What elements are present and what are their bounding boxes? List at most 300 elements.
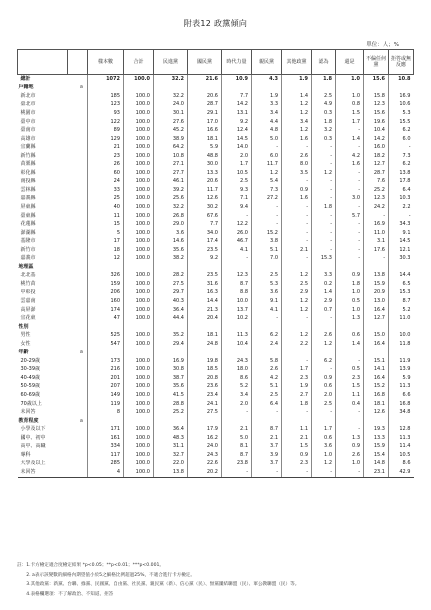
table-cell: 100.0 [124, 425, 154, 434]
table-cell: 22.0 [154, 460, 188, 469]
table-cell: 11.3 [389, 434, 414, 443]
table-cell: 3.6 [252, 289, 282, 298]
table-cell [336, 349, 364, 358]
table-cell: 1.2 [252, 169, 282, 178]
row-label: 新竹縣 [20, 152, 36, 159]
table-cell: 525 [88, 331, 124, 340]
table-cell: 5.0 [222, 434, 252, 443]
note-marker [68, 220, 88, 229]
table-cell: 3.3 [312, 272, 336, 281]
table-cell: 25.6 [154, 195, 188, 204]
table-cell: 2.0 [312, 391, 336, 400]
table-cell [252, 417, 282, 426]
table-cell: 100.0 [124, 152, 154, 161]
table-cell: - [282, 314, 312, 323]
table-cell: 2.2 [389, 203, 414, 212]
table-cell: 100.0 [124, 109, 154, 118]
note-marker [68, 126, 88, 135]
table-cell: 1.3 [336, 434, 364, 443]
table-cell: 20.6 [188, 92, 222, 101]
table-cell: 16.8 [389, 400, 414, 409]
table-cell [252, 323, 282, 332]
table-row [18, 212, 414, 221]
table-cell: - [282, 143, 312, 152]
table-cell: 1.2 [282, 109, 312, 118]
table-cell [336, 323, 364, 332]
table-cell: 41.5 [154, 391, 188, 400]
table-cell: 13.0 [364, 297, 389, 306]
row-label: 高雄市 [20, 135, 36, 142]
table-cell: 2.2 [282, 340, 312, 349]
column-header: 民進黨 [154, 50, 188, 75]
table-cell [336, 263, 364, 272]
table-cell: 8.7 [222, 280, 252, 289]
row-label: 國中、初中 [20, 434, 46, 441]
table-cell: 15.2 [252, 229, 282, 238]
table-cell: 100.0 [124, 357, 154, 366]
table-row [18, 169, 414, 178]
table-cell: 35.6 [154, 246, 188, 255]
table-cell: - [336, 425, 364, 434]
table-cell: 23.8 [222, 460, 252, 469]
table-cell: 12.8 [389, 425, 414, 434]
table-row [18, 408, 414, 417]
table-cell [312, 84, 336, 93]
table-cell: 4.9 [312, 101, 336, 110]
table-cell: 47 [88, 314, 124, 323]
table-cell: 1.8 [312, 203, 336, 212]
table-row [18, 451, 414, 460]
table-cell: 100.0 [124, 383, 154, 392]
table-cell: 100.0 [124, 272, 154, 281]
table-cell: 6.2 [312, 357, 336, 366]
table-row [18, 460, 414, 469]
table-cell: 24.0 [188, 443, 222, 452]
table-cell: 25.2 [154, 408, 188, 417]
row-label: 30-39歲 [20, 366, 41, 373]
table-cell: 7.3 [389, 152, 414, 161]
table-cell: 2.9 [282, 289, 312, 298]
table-cell: 201 [88, 374, 124, 383]
table-row [18, 246, 414, 255]
row-label: 新北市 [20, 92, 36, 99]
table-cell [389, 323, 414, 332]
row-label: 中彰投 [20, 289, 36, 296]
table-cell: 4.4 [252, 118, 282, 127]
table-row [18, 280, 414, 289]
note-marker [68, 323, 88, 332]
table-cell: 5.3 [252, 280, 282, 289]
table-cell: 16.9 [364, 220, 389, 229]
table-cell: - [364, 212, 389, 221]
table-cell: 15.9 [364, 280, 389, 289]
table-cell: 15.6 [364, 75, 389, 84]
table-cell: 17 [88, 237, 124, 246]
table-cell: - [364, 254, 389, 263]
table-cell: 12.2 [222, 220, 252, 229]
table-cell: 16.4 [364, 374, 389, 383]
table-cell: 5.7 [336, 212, 364, 221]
table-cell: 13.8 [364, 272, 389, 281]
table-cell: 10.6 [389, 101, 414, 110]
table-cell: 2.3 [282, 374, 312, 383]
note-marker [68, 169, 88, 178]
table-cell: 8 [88, 408, 124, 417]
table-cell: - [252, 143, 282, 152]
table-cell: 100.0 [124, 443, 154, 452]
table-cell: 0.5 [336, 366, 364, 375]
table-cell: 11.7 [188, 186, 222, 195]
table-cell: 46.1 [154, 178, 188, 187]
table-cell: 18.0 [222, 366, 252, 375]
note-marker [68, 178, 88, 187]
row-label: 桃竹苗 [20, 280, 36, 287]
table-cell: 11.0 [389, 314, 414, 323]
table-cell: 27.7 [154, 169, 188, 178]
table-cell: 15.5 [389, 118, 414, 127]
table-cell: 15.0 [364, 331, 389, 340]
table-cell: 18 [88, 246, 124, 255]
table-cell: - [312, 160, 336, 169]
table-cell: 7.6 [364, 178, 389, 187]
table-cell: - [282, 178, 312, 187]
table-cell: 160 [88, 297, 124, 306]
table-cell [222, 349, 252, 358]
table-cell: 1.9 [252, 92, 282, 101]
table-cell: 45.2 [154, 126, 188, 135]
table-cell: 5.4 [252, 178, 282, 187]
table-cell: 4.2 [336, 152, 364, 161]
table-cell: 5.2 [222, 383, 252, 392]
table-cell [364, 417, 389, 426]
table-cell [252, 263, 282, 272]
table-cell: 2.1 [252, 434, 282, 443]
group-header-row [18, 323, 414, 332]
table-cell: 1.8 [312, 75, 336, 84]
note-marker [68, 314, 88, 323]
table-cell: 8.7 [222, 451, 252, 460]
row-label: 20-29歲 [20, 357, 41, 364]
table-cell: 30.0 [188, 160, 222, 169]
table-cell: 3.4 [222, 391, 252, 400]
table-cell: 25.2 [364, 186, 389, 195]
table-cell: 60 [88, 169, 124, 178]
table-cell: 1.5 [336, 109, 364, 118]
table-cell: - [336, 237, 364, 246]
table-cell: 14.2 [364, 135, 389, 144]
table-cell: 12.3 [364, 101, 389, 110]
table-cell: - [336, 229, 364, 238]
table-cell: 16.9 [154, 357, 188, 366]
table-cell: 10.9 [222, 75, 252, 84]
note-marker [68, 272, 88, 281]
table-cell: 13.8 [154, 468, 188, 477]
footnote: 3.其他政黨：新黨、台聯、綠黨、民國黨、自由黨、社民黨、親民黨（新）、信心黨（民）、無黨團結聯盟（民）、軍公教聯盟（民）等。 [17, 582, 300, 588]
note-marker [68, 374, 88, 383]
table-cell: 6.6 [389, 391, 414, 400]
table-cell: 100.0 [124, 203, 154, 212]
table-cell: 100.0 [124, 75, 154, 84]
table-cell: 28.8 [154, 400, 188, 409]
column-header: 不偏任何黨 [364, 50, 389, 75]
row-label: 澎湖縣 [20, 229, 36, 236]
table-cell: 16.4 [364, 340, 389, 349]
table-cell [154, 84, 188, 93]
table-cell: 3.1 [364, 237, 389, 246]
table-cell: 14.6 [154, 237, 188, 246]
table-cell: 30.1 [154, 109, 188, 118]
table-cell: 3.4 [252, 109, 282, 118]
table-cell: 5.1 [252, 383, 282, 392]
footnote: 註：1.卡方檢定適合度檢定結果 *p<0.05；**p<0.01；***p<0.001。 [17, 563, 165, 568]
table-cell: 11.3 [389, 383, 414, 392]
column-header: 合計 [124, 50, 154, 75]
table-cell: 1.4 [336, 340, 364, 349]
table-cell: 207 [88, 383, 124, 392]
table-cell: 1.2 [282, 126, 312, 135]
table-cell: 16.9 [389, 92, 414, 101]
table-cell [282, 349, 312, 358]
table-cell: - [252, 220, 282, 229]
table-cell: 29.7 [154, 289, 188, 298]
table-cell: 2.1 [282, 434, 312, 443]
table-cell: 0.9 [336, 443, 364, 452]
table-cell: 29.1 [188, 109, 222, 118]
table-cell: 100.0 [124, 468, 154, 477]
table-cell: 21.3 [188, 306, 222, 315]
table-cell: - [222, 254, 252, 263]
table-cell: 13.8 [389, 169, 414, 178]
table-cell: 9.4 [222, 203, 252, 212]
table-cell: 100.0 [124, 460, 154, 469]
table-cell: 11.4 [389, 443, 414, 452]
row-label: 彰化縣 [20, 169, 36, 176]
column-header [68, 50, 88, 75]
table-cell: 0.6 [312, 434, 336, 443]
note-marker [68, 468, 88, 477]
table-cell: 1.7 [282, 366, 312, 375]
table-cell: - [252, 203, 282, 212]
table-cell: 16.0 [364, 143, 389, 152]
table-cell: - [312, 143, 336, 152]
note-marker [68, 408, 88, 417]
table-cell: 4.1 [222, 246, 252, 255]
table-cell [124, 323, 154, 332]
table-cell [364, 323, 389, 332]
note-marker [68, 297, 88, 306]
table-cell: 28.2 [154, 272, 188, 281]
table-cell: 7.1 [222, 195, 252, 204]
row-label: 苗栗縣 [20, 161, 36, 168]
group-header-row [18, 263, 414, 272]
table-cell: 100.0 [124, 160, 154, 169]
table-cell: 24 [88, 178, 124, 187]
table-row [18, 254, 414, 263]
table-cell: 38.9 [154, 135, 188, 144]
table-cell: 34.0 [188, 229, 222, 238]
table-cell: 8.0 [282, 160, 312, 169]
table-cell: 32.2 [154, 75, 188, 84]
table-cell: 1.5 [336, 383, 364, 392]
table-cell: 4.2 [252, 374, 282, 383]
note-marker [68, 366, 88, 375]
row-label: 專科 [20, 451, 31, 458]
table-cell: 4.1 [252, 306, 282, 315]
table-cell: 1.4 [312, 289, 336, 298]
note-marker [68, 289, 88, 298]
table-cell: 1.5 [282, 443, 312, 452]
table-cell [364, 84, 389, 93]
table-cell: 4.8 [252, 126, 282, 135]
row-label: 大學及以上 [20, 460, 46, 467]
table-cell [124, 417, 154, 426]
table-row [18, 289, 414, 298]
table-cell: 1.4 [282, 92, 312, 101]
table-cell: 18.1 [364, 400, 389, 409]
table-cell: 9.3 [222, 186, 252, 195]
table-cell: 0.6 [312, 383, 336, 392]
table-cell: 67.6 [188, 212, 222, 221]
table-cell: 35.6 [154, 383, 188, 392]
table-cell: 9.1 [252, 297, 282, 306]
table-cell [88, 417, 124, 426]
table-row [18, 383, 414, 392]
note-marker [68, 237, 88, 246]
table-cell: 2.1 [282, 246, 312, 255]
table-cell: 11.8 [389, 340, 414, 349]
table-cell: 0.6 [336, 331, 364, 340]
column-header [18, 50, 68, 75]
table-cell: 6.0 [389, 135, 414, 144]
table-cell: 12.7 [364, 160, 389, 169]
table-cell: 12.6 [188, 195, 222, 204]
table-cell: 100.0 [124, 229, 154, 238]
table-cell [312, 323, 336, 332]
table-body [18, 75, 414, 478]
table-cell: 64.2 [154, 143, 188, 152]
table-cell: 11.7 [252, 160, 282, 169]
table-cell: 100.0 [124, 254, 154, 263]
table-cell: - [282, 254, 312, 263]
table-cell: 100.0 [124, 400, 154, 409]
table-cell: 7.7 [188, 220, 222, 229]
table-cell: 6.4 [252, 400, 282, 409]
table-cell: 100.0 [124, 297, 154, 306]
column-header: 時代力量 [222, 50, 252, 75]
table-cell: 0.9 [336, 272, 364, 281]
table-row [18, 101, 414, 110]
table-cell: 1.2 [282, 272, 312, 281]
table-cell: 1.2 [282, 297, 312, 306]
table-cell: 19.3 [364, 425, 389, 434]
table-cell [222, 263, 252, 272]
table-cell: 1.9 [282, 383, 312, 392]
table-cell: 100.0 [124, 340, 154, 349]
table-cell [188, 84, 222, 93]
row-label: 高屏澎 [20, 306, 36, 313]
table-cell: 48.8 [188, 152, 222, 161]
table-cell: 42.9 [389, 468, 414, 477]
table-cell [88, 323, 124, 332]
table-cell: 9.2 [188, 254, 222, 263]
row-label: 基隆市 [20, 238, 36, 245]
table-cell: 33 [88, 186, 124, 195]
table-row [18, 272, 414, 281]
table-cell: 10.4 [364, 126, 389, 135]
table-cell: - [312, 178, 336, 187]
table-cell: 3.6 [312, 443, 336, 452]
table-cell: 1.8 [312, 118, 336, 127]
table-cell: 11 [88, 212, 124, 221]
table-cell: 100.0 [124, 434, 154, 443]
table-cell: 8.1 [222, 443, 252, 452]
table-cell: 12.4 [222, 126, 252, 135]
table-cell [312, 263, 336, 272]
table-cell: 2.9 [312, 297, 336, 306]
table-cell: 171 [88, 425, 124, 434]
table-cell: 5.1 [252, 246, 282, 255]
row-label: 未回答 [18, 468, 68, 477]
table-row [18, 237, 414, 246]
row-label: 臺中市 [20, 118, 36, 125]
table-cell: 0.3 [312, 109, 336, 118]
table-cell: - [222, 212, 252, 221]
table-cell: 100.0 [124, 391, 154, 400]
table-cell: 100.0 [124, 178, 154, 187]
table-cell: 2.5 [312, 92, 336, 101]
table-cell: 1.0 [336, 75, 364, 84]
table-cell: 0.9 [282, 451, 312, 460]
table-cell: 3.8 [252, 237, 282, 246]
table-cell: 30.3 [389, 254, 414, 263]
table-cell: 2.6 [282, 152, 312, 161]
table-cell: 17.0 [188, 118, 222, 127]
table-cell: 5.8 [252, 357, 282, 366]
table-cell: 16.3 [188, 289, 222, 298]
table-cell: 8.7 [389, 297, 414, 306]
table-cell: 5.0 [252, 135, 282, 144]
table-cell [154, 417, 188, 426]
table-cell [336, 417, 364, 426]
table-row [18, 306, 414, 315]
column-header: 還是 [336, 50, 364, 75]
table-cell: 17.6 [364, 246, 389, 255]
table-cell: 15.3 [389, 289, 414, 298]
row-label: 桃園市 [20, 109, 36, 116]
table-row [18, 143, 414, 152]
table-cell: 7.0 [252, 254, 282, 263]
table-cell: 0.2 [312, 280, 336, 289]
table-cell: 18.1 [188, 331, 222, 340]
note-marker [68, 443, 88, 452]
table-cell [154, 323, 188, 332]
table-cell: 14.0 [222, 143, 252, 152]
table-cell: 16.2 [188, 434, 222, 443]
table-cell: 44.4 [154, 314, 188, 323]
table-cell: 93 [88, 109, 124, 118]
note-marker [68, 143, 88, 152]
table-cell: 2.3 [282, 460, 312, 469]
table-cell [188, 417, 222, 426]
table-cell: 13.3 [364, 434, 389, 443]
table-cell: 1.0 [336, 306, 364, 315]
table-cell: 15.3 [312, 254, 336, 263]
table-cell: 547 [88, 340, 124, 349]
table-cell: 1.3 [336, 314, 364, 323]
table-cell: 0.7 [312, 306, 336, 315]
table-cell: 24.1 [188, 400, 222, 409]
table-cell: 32.2 [154, 92, 188, 101]
